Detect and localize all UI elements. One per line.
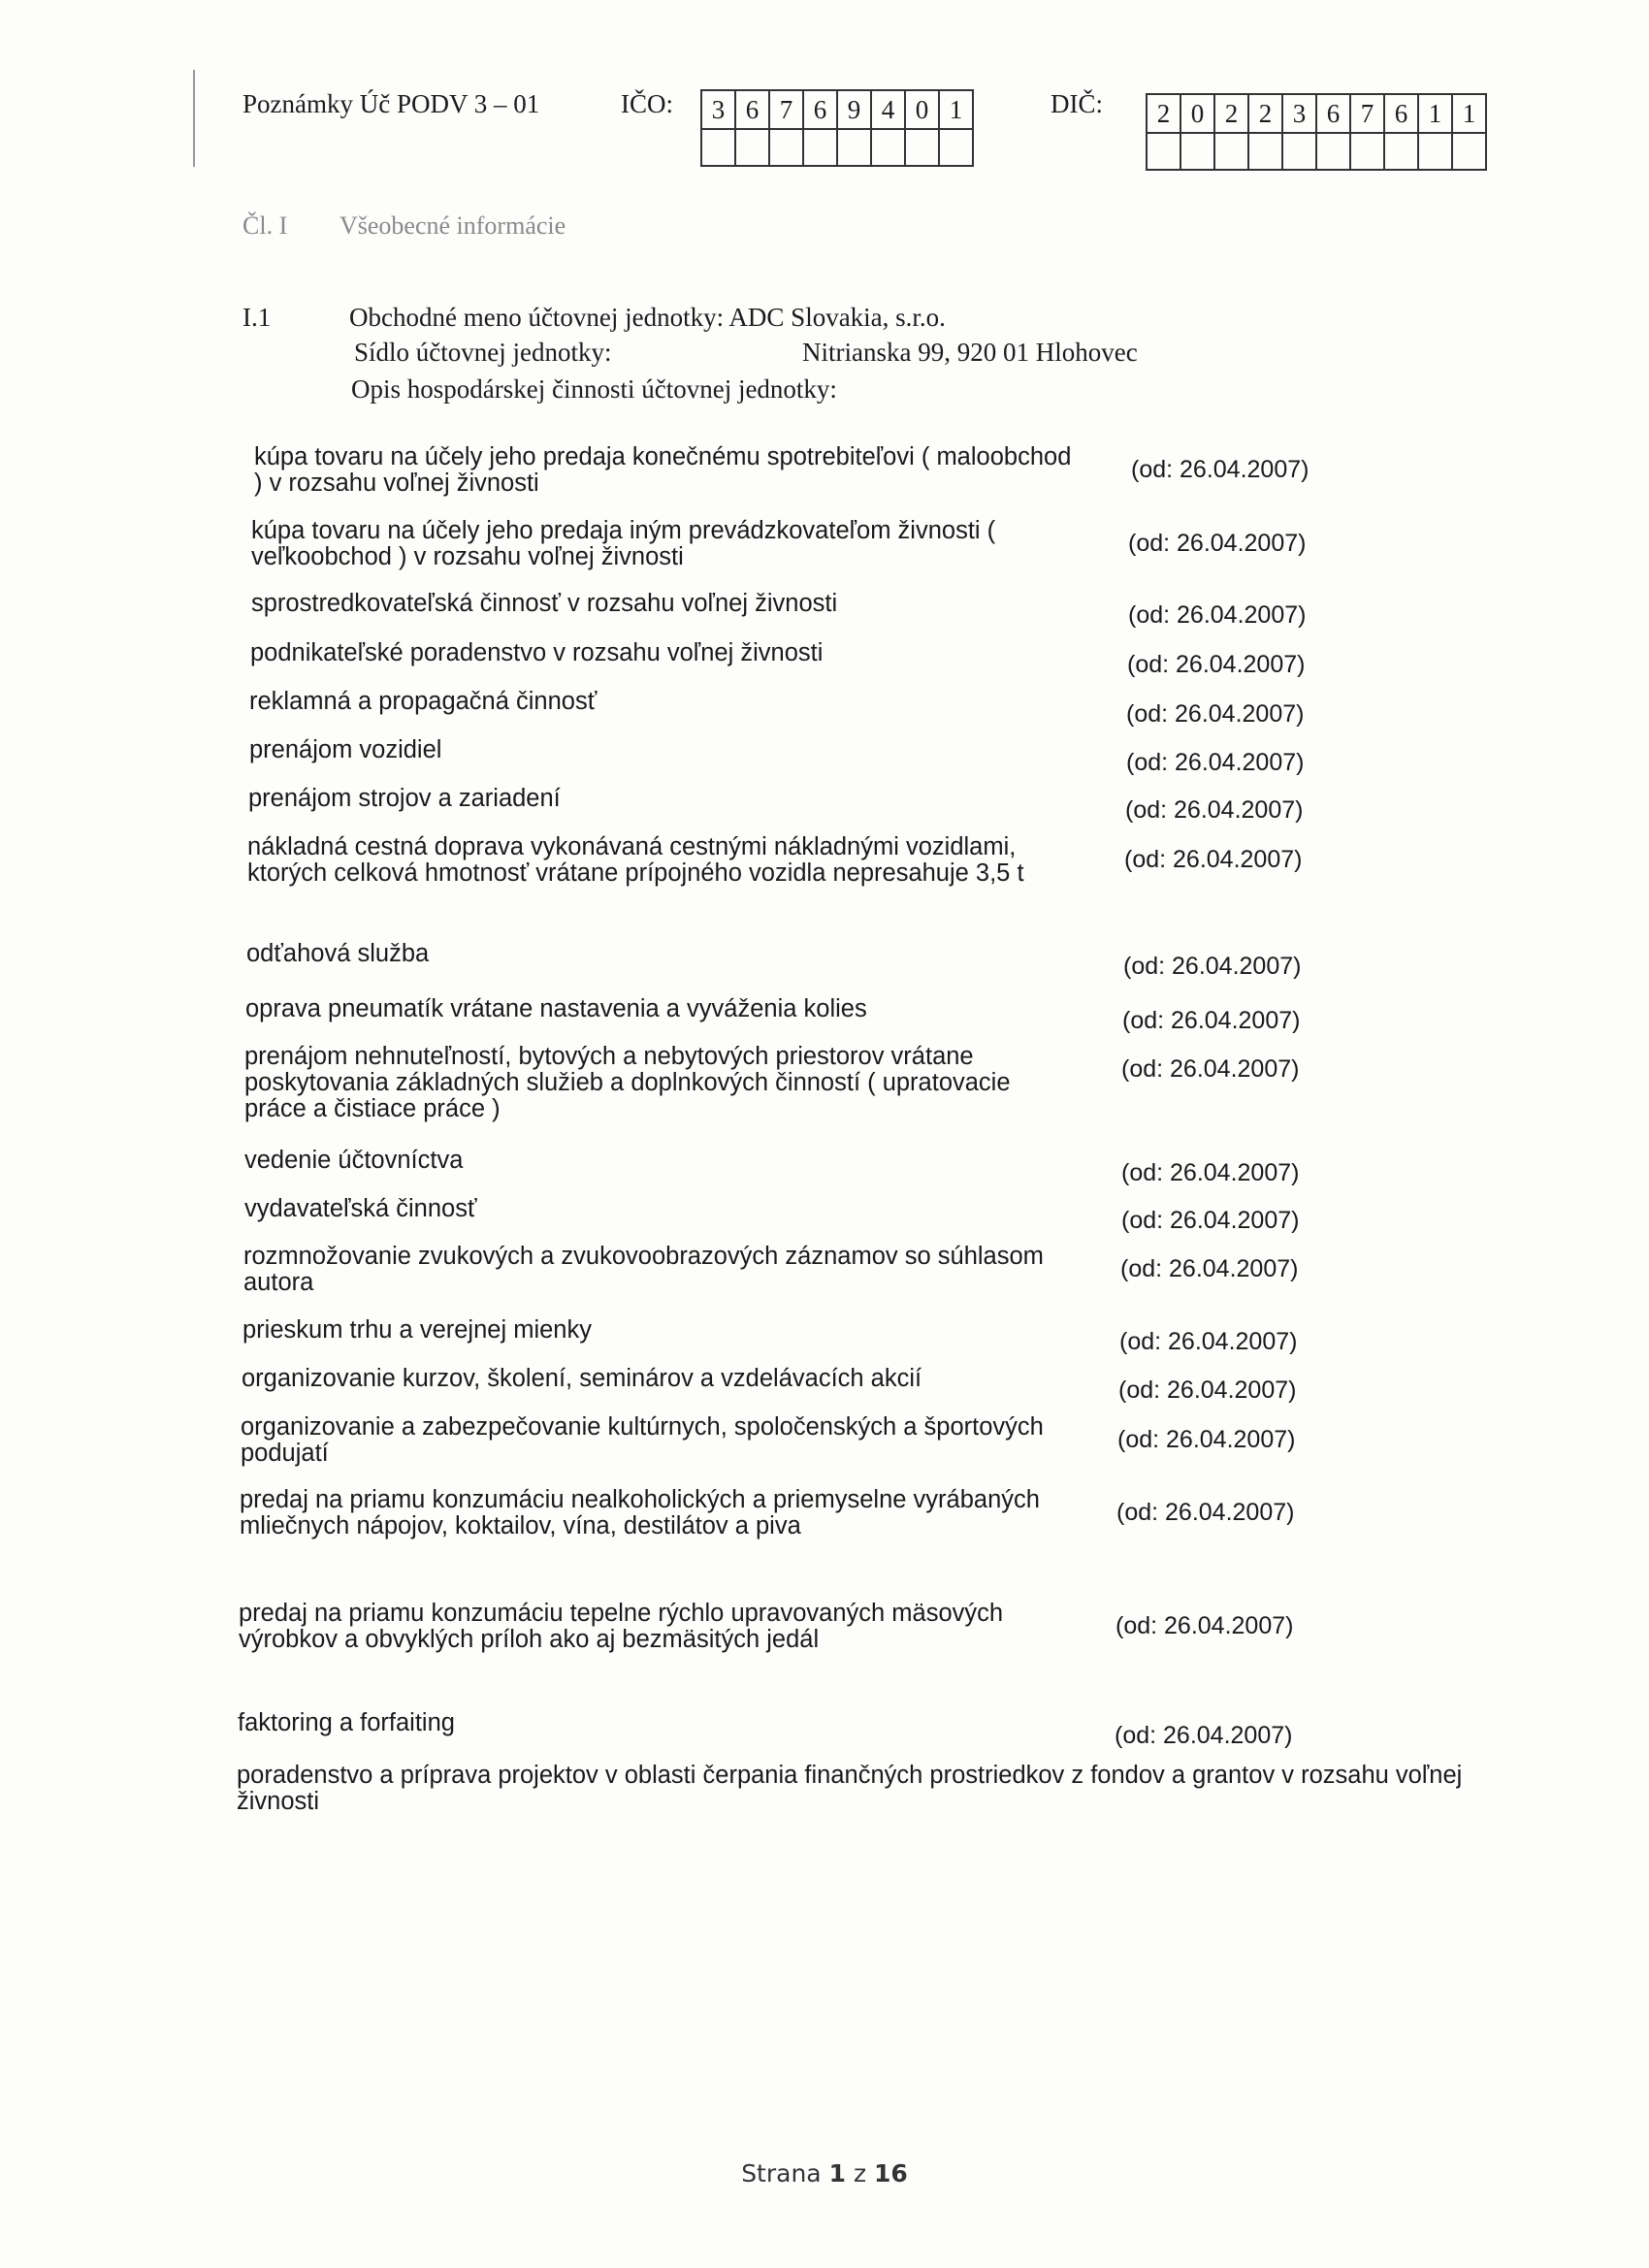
activity-text: vydavateľská činnosť: [244, 1195, 477, 1222]
activity-since-date: (od: 26.04.2007): [1116, 1612, 1294, 1639]
activity-since-date: (od: 26.04.2007): [1121, 1159, 1300, 1186]
section-title: Všeobecné informácie: [340, 211, 566, 240]
dic-label: DIČ:: [1051, 89, 1103, 118]
activity-since-date: (od: 26.04.2007): [1122, 1007, 1301, 1034]
dic-digit: 6: [1394, 99, 1408, 128]
activity-text: prieskum trhu a verejnej mienky: [242, 1316, 592, 1344]
activity-since-date: (od: 26.04.2007): [1119, 1328, 1298, 1355]
activity-since-date: (od: 26.04.2007): [1124, 846, 1303, 873]
ico-digit: 4: [881, 95, 895, 124]
activity-text: prenájom strojov a zariadení: [248, 785, 561, 812]
activity-text: odťahová služba: [246, 940, 430, 967]
activity-text: kúpa tovaru na účely jeho predaja iným prevádzkovateľom živnosti ( veľkoobchod ) v rozsahu voľnej živnosti: [251, 517, 996, 570]
dic-digit: 2: [1224, 99, 1239, 128]
dic-digit: 3: [1292, 99, 1307, 128]
footer-z: z: [853, 2159, 867, 2187]
activity-text: nákladná cestná doprava vykonávaná cestnými nákladnými vozidlami, ktorých celková hmotnosť vrátane prípojného vozidla nepresahuje 3,5 t: [247, 833, 1024, 887]
activity-text: podnikateľské poradenstvo v rozsahu voľnej živnosti: [250, 639, 824, 666]
seat-label: Sídlo účtovnej jednotky:: [354, 338, 612, 367]
footer-strana: Strana: [741, 2159, 822, 2187]
info-number: I.1: [242, 303, 272, 332]
activity-since-date: (od: 26.04.2007): [1126, 700, 1305, 728]
dic-digit: 7: [1360, 99, 1374, 128]
activity-text: faktoring a forfaiting: [238, 1709, 455, 1736]
header-title: Poznámky Úč PODV 3 – 01: [242, 89, 540, 118]
company-name-line: Obchodné meno účtovnej jednotky: ADC Slovakia, s.r.o.: [349, 303, 946, 332]
activity-since-date: (od: 26.04.2007): [1121, 1207, 1300, 1234]
ico-digit: 9: [847, 95, 861, 124]
activity-since-date: (od: 26.04.2007): [1128, 601, 1307, 629]
activity-since-date: (od: 26.04.2007): [1121, 1055, 1300, 1083]
footer-page-number: 1: [828, 2159, 846, 2187]
dic-digit: 2: [1156, 99, 1171, 128]
ico-digit: 3: [711, 95, 726, 124]
activity-since-date: (od: 26.04.2007): [1115, 1722, 1293, 1749]
dic-digit: 1: [1462, 99, 1476, 128]
page-footer: [0, 2159, 1649, 2187]
activity-text: reklamná a propagačná činnosť: [249, 688, 598, 715]
activity-since-date: (od: 26.04.2007): [1128, 530, 1307, 557]
footer-page-total: 16: [874, 2159, 908, 2187]
dic-digit: 2: [1258, 99, 1273, 128]
seat-value: Nitrianska 99, 920 01 Hlohovec: [802, 338, 1138, 367]
ico-digit: 1: [949, 95, 963, 124]
activity-text: organizovanie kurzov, školení, seminárov a vzdelávacích akcií: [242, 1365, 922, 1392]
activity-text: poradenstvo a príprava projektov v oblasti čerpania finančných prostriedkov z fondov a grantov v rozsahu voľnej živnosti: [237, 1762, 1463, 1815]
ico-label: IČO:: [621, 89, 673, 118]
activity-text: vedenie účtovníctva: [244, 1147, 464, 1174]
activity-since-date: (od: 26.04.2007): [1118, 1377, 1297, 1404]
activity-text: rozmnožovanie zvukových a zvukovoobrazových záznamov so súhlasom autora: [243, 1243, 1044, 1296]
section-number: Čl. I: [242, 211, 288, 240]
activity-text: organizovanie a zabezpečovanie kultúrnych, spoločenských a športových podujatí: [241, 1413, 1044, 1467]
activity-text: predaj na priamu konzumáciu nealkoholických a priemyselne vyrábaných mliečnych nápojov, koktailov, vína, destilátov a piva: [240, 1486, 1040, 1539]
activity-since-date: (od: 26.04.2007): [1127, 651, 1306, 678]
activity-text: sprostredkovateľská činnosť v rozsahu voľnej živnosti: [251, 590, 838, 617]
ico-digit: 6: [813, 95, 827, 124]
activity-text: prenájom nehnuteľností, bytových a nebytových priestorov vrátane poskytovania základných služieb a doplnkových činností ( upratovacie práce a čistiace práce ): [244, 1043, 1011, 1122]
activity-text: prenájom vozidiel: [249, 736, 442, 763]
activity-since-date: (od: 26.04.2007): [1125, 796, 1304, 824]
dic-digit: 1: [1428, 99, 1442, 128]
dic-digit: 0: [1190, 99, 1205, 128]
activity-text: predaj na priamu konzumáciu tepelne rýchlo upravovaných mäsových výrobkov a obvyklých príloh ako aj bezmäsitých jedál: [239, 1600, 1004, 1653]
activity-since-date: (od: 26.04.2007): [1116, 1499, 1295, 1526]
ico-digit: 0: [915, 95, 929, 124]
activity-since-date: (od: 26.04.2007): [1117, 1426, 1296, 1453]
dic-digit: 6: [1326, 99, 1341, 128]
activity-since-date: (od: 26.04.2007): [1123, 953, 1302, 980]
activity-text: oprava pneumatík vrátane nastavenia a vyváženia kolies: [245, 995, 867, 1022]
ico-digit: 7: [779, 95, 793, 124]
activity-since-date: (od: 26.04.2007): [1120, 1255, 1299, 1282]
activity-since-date: (od: 26.04.2007): [1126, 749, 1305, 776]
activity-description-heading: Opis hospodárskej činnosti účtovnej jednotky:: [351, 374, 837, 404]
activity-text: kúpa tovaru na účely jeho predaja konečnému spotrebiteľovi ( maloobchod ) v rozsahu voľnej živnosti: [254, 443, 1072, 497]
activity-since-date: (od: 26.04.2007): [1131, 456, 1310, 483]
ico-digit: 6: [745, 95, 760, 124]
